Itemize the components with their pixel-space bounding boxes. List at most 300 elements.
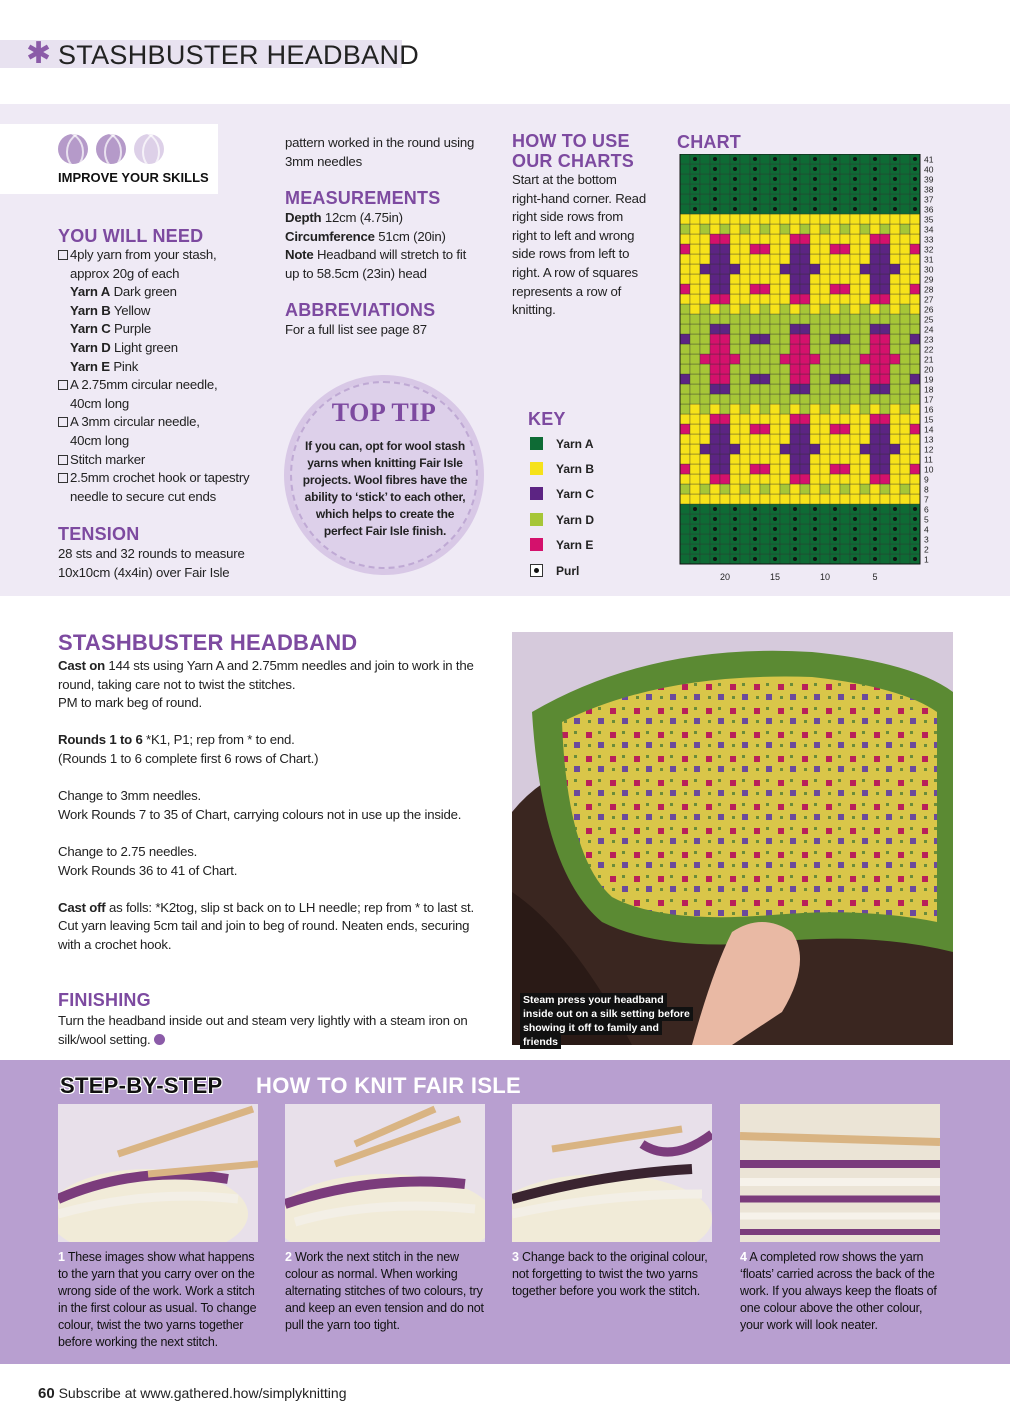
chart-cell: [890, 264, 900, 274]
chart-cell: [730, 414, 740, 424]
chart-cell: [890, 294, 900, 304]
chart-cell: [750, 494, 760, 504]
chart-cell: [860, 254, 870, 264]
chart-cell: [890, 284, 900, 294]
chart-cell: [740, 504, 750, 514]
chart-cell: [860, 334, 870, 344]
you-will-need-heading: YOU WILL NEED: [58, 226, 204, 246]
chart-cell: [840, 324, 850, 334]
chart-cell: [840, 314, 850, 324]
purl-dot: [713, 517, 717, 521]
chart-cell: [870, 304, 880, 314]
chart-cell: [810, 304, 820, 314]
chart-cell: [680, 414, 690, 424]
chart-cell: [900, 274, 910, 284]
chart-cell: [730, 394, 740, 404]
chart-cell: [830, 484, 840, 494]
chart-cell: [810, 354, 820, 364]
chart-cell: [850, 304, 860, 314]
chart-cell: [840, 544, 850, 554]
chart-cell: [740, 234, 750, 244]
chart-cell: [880, 244, 890, 254]
chart-cell: [780, 304, 790, 314]
chart-cell: [740, 464, 750, 474]
chart-cell: [910, 444, 920, 454]
chart-cell: [680, 294, 690, 304]
chart-cell: [700, 464, 710, 474]
chart-cell: [680, 464, 690, 474]
chart-cell: [740, 494, 750, 504]
purl-dot: [793, 187, 797, 191]
chart-cell: [720, 294, 730, 304]
chart-cell: [740, 484, 750, 494]
chart-cell: [810, 314, 820, 324]
page-footer: [38, 1385, 347, 1402]
chart-cell: [710, 404, 720, 414]
chart-cell: [720, 344, 730, 354]
chart-row-label: 23: [924, 334, 934, 345]
key-item-yarn-e: Yarn E: [530, 538, 593, 554]
chart-cell: [780, 174, 790, 184]
chart-cell: [880, 454, 890, 464]
purl-dot: [713, 177, 717, 181]
chart-cell: [860, 234, 870, 244]
chart-row-label: 31: [924, 254, 934, 265]
key-item-yarn-d: Yarn D: [530, 513, 594, 529]
chart-cell: [830, 324, 840, 334]
chart-cell: [710, 234, 720, 244]
chart-cell: [740, 184, 750, 194]
chart-cell: [680, 444, 690, 454]
chart-cell: [710, 214, 720, 224]
chart-cell: [820, 174, 830, 184]
chart-cell: [810, 384, 820, 394]
chart-cell: [820, 154, 830, 164]
chart-cell: [800, 554, 810, 564]
purl-dot: [773, 537, 777, 541]
chart-cell: [860, 464, 870, 474]
tension-heading: TENSION: [58, 524, 140, 544]
chart-cell: [840, 514, 850, 524]
chart-row-label: 29: [924, 274, 934, 285]
chart-cell: [750, 354, 760, 364]
chart-cell: [820, 224, 830, 234]
chart-cell: [730, 254, 740, 264]
chart-cell: [710, 394, 720, 404]
chart-cell: [900, 154, 910, 164]
chart-cell: [770, 484, 780, 494]
chart-cell: [770, 274, 780, 284]
chart-cell: [760, 314, 770, 324]
chart-cell: [900, 264, 910, 274]
chart-row-label: 26: [924, 304, 934, 315]
purl-dot: [773, 167, 777, 171]
chart-cell: [840, 414, 850, 424]
chart-cell: [780, 554, 790, 564]
chart-cell: [740, 454, 750, 464]
purl-dot: [693, 187, 697, 191]
chart-row-label: 32: [924, 244, 934, 255]
chart-cell: [800, 434, 810, 444]
chart-cell: [770, 454, 780, 464]
skills-label: IMPROVE YOUR SKILLS: [58, 170, 209, 185]
chart-cell: [680, 524, 690, 534]
chart-cell: [790, 304, 800, 314]
chart-cell: [800, 334, 810, 344]
purl-dot: [853, 197, 857, 201]
chart-stitch-label: 5: [872, 572, 878, 582]
chart-cell: [870, 244, 880, 254]
purl-dot: [713, 507, 717, 511]
photo-caption: Steam press your headband inside out on a silk setting before showing it off to family and friends: [520, 993, 696, 1049]
chart-cell: [850, 414, 860, 424]
chart-cell: [880, 464, 890, 474]
chart-cell: [890, 424, 900, 434]
chart-cell: [700, 514, 710, 524]
purl-dot: [853, 167, 857, 171]
checkbox-icon: [58, 455, 68, 465]
chart-cell: [760, 184, 770, 194]
chart-cell: [840, 424, 850, 434]
chart-cell: [780, 404, 790, 414]
chart-cell: [790, 484, 800, 494]
purl-dot: [753, 517, 757, 521]
chart-row-label: 19: [924, 374, 934, 385]
chart-cell: [770, 304, 780, 314]
swatch-pink: [530, 538, 543, 551]
chart-cell: [850, 294, 860, 304]
chart-cell: [900, 354, 910, 364]
chart-cell: [720, 434, 730, 444]
purl-dot: [753, 197, 757, 201]
chart-row-label: 39: [924, 174, 934, 185]
chart-cell: [830, 434, 840, 444]
chart-cell: [880, 234, 890, 244]
chart-cell: [830, 364, 840, 374]
chart-cell: [820, 514, 830, 524]
chart-cell: [770, 254, 780, 264]
chart-cell: [760, 214, 770, 224]
chart-cell: [820, 504, 830, 514]
purl-dot: [733, 187, 737, 191]
purl-dot: [813, 537, 817, 541]
chart-cell: [680, 554, 690, 564]
chart-cell: [740, 314, 750, 324]
chart-cell: [800, 454, 810, 464]
chart-cell: [830, 314, 840, 324]
chart-cell: [860, 304, 870, 314]
chart-cell: [880, 424, 890, 434]
chart-cell: [770, 384, 780, 394]
chart-cell: [900, 534, 910, 544]
step-by-step-label: STEP-BY-STEP: [60, 1073, 223, 1098]
chart-cell: [810, 494, 820, 504]
chart-cell: [810, 284, 820, 294]
purl-dot: [873, 157, 877, 161]
chart-cell: [740, 514, 750, 524]
chart-cell: [850, 404, 860, 414]
chart-cell: [870, 294, 880, 304]
chart-cell: [900, 314, 910, 324]
chart-cell: [840, 374, 850, 384]
chart-cell: [730, 224, 740, 234]
purl-dot: [773, 517, 777, 521]
chart-cell: [730, 324, 740, 334]
chart-cell: [790, 424, 800, 434]
chart-cell: [900, 184, 910, 194]
chart-cell: [780, 484, 790, 494]
chart-cell: [820, 254, 830, 264]
chart-cell: [750, 384, 760, 394]
headband-photo: [512, 632, 953, 1045]
chart-cell: [840, 474, 850, 484]
chart-cell: [790, 244, 800, 254]
chart-cell: [680, 424, 690, 434]
chart-cell: [690, 444, 700, 454]
chart-cell: [840, 384, 850, 394]
chart-cell: [790, 374, 800, 384]
purl-dot: [713, 167, 717, 171]
chart-cell: [800, 364, 810, 374]
chart-stitch-label: 20: [719, 572, 731, 582]
chart-cell: [700, 244, 710, 254]
chart-cell: [900, 344, 910, 354]
chart-cell: [710, 294, 720, 304]
chart-cell: [890, 414, 900, 424]
step-3-image: [512, 1104, 712, 1242]
chart-cell: [900, 444, 910, 454]
chart-cell: [850, 324, 860, 334]
how-to-use-text: Start at the bottom right-hand corner. Read right side rows from right to left and wrong side rows from left to right. A row of squares represents a row of knitting.: [512, 172, 646, 318]
purl-dot: [813, 207, 817, 211]
chart-cell: [820, 404, 830, 414]
chart-cell: [830, 274, 840, 284]
chart-cell: [860, 484, 870, 494]
chart-cell: [760, 324, 770, 334]
chart-cell: [800, 324, 810, 334]
purl-dot: [833, 207, 837, 211]
chart-cell: [830, 294, 840, 304]
chart-cell: [860, 224, 870, 234]
yarn-ball-icon: [58, 134, 88, 164]
chart-cell: [900, 194, 910, 204]
chart-cell: [750, 404, 760, 414]
chart-cell: [710, 434, 720, 444]
purl-dot: [773, 177, 777, 181]
chart-cell: [740, 544, 750, 554]
chart-cell: [720, 254, 730, 264]
chart-cell: [730, 314, 740, 324]
chart-cell: [780, 364, 790, 374]
chart-cell: [880, 374, 890, 384]
chart-cell: [700, 214, 710, 224]
chart-cell: [780, 204, 790, 214]
chart-cell: [860, 184, 870, 194]
chart-cell: [740, 524, 750, 534]
chart-cell: [710, 384, 720, 394]
purl-dot: [773, 507, 777, 511]
chart-cell: [760, 514, 770, 524]
chart-cell: [790, 404, 800, 414]
chart-cell: [720, 424, 730, 434]
chart-cell: [810, 424, 820, 434]
chart-cell: [730, 284, 740, 294]
chart-cell: [880, 214, 890, 224]
chart-cell: [770, 244, 780, 254]
chart-cell: [740, 474, 750, 484]
chart-cell: [750, 414, 760, 424]
chart-cell: [750, 444, 760, 454]
chart-cell: [760, 274, 770, 284]
finishing-heading: FINISHING: [58, 990, 151, 1010]
chart-cell: [900, 474, 910, 484]
chart-cell: [730, 214, 740, 224]
chart-cell: [700, 304, 710, 314]
chart-cell: [820, 494, 830, 504]
chart-cell: [780, 184, 790, 194]
chart-cell: [800, 344, 810, 354]
purl-dot: [873, 537, 877, 541]
chart-cell: [780, 254, 790, 264]
chart-cell: [780, 274, 790, 284]
chart-cell: [760, 494, 770, 504]
purl-dot: [893, 197, 897, 201]
chart-cell: [740, 294, 750, 304]
chart-cell: [680, 494, 690, 504]
chart-cell: [720, 224, 730, 234]
chart-cell: [720, 504, 730, 514]
chart-cell: [770, 474, 780, 484]
chart-cell: [680, 244, 690, 254]
chart-cell: [880, 494, 890, 504]
chart-cell: [770, 374, 780, 384]
chart-cell: [680, 224, 690, 234]
chart-row-label: 10: [924, 464, 934, 475]
chart-cell: [820, 264, 830, 274]
chart-cell: [780, 344, 790, 354]
chart-cell: [910, 304, 920, 314]
chart-cell: [840, 334, 850, 344]
purl-dot: [693, 537, 697, 541]
chart-cell: [910, 424, 920, 434]
chart-cell: [740, 194, 750, 204]
chart-cell: [770, 414, 780, 424]
chart-cell: [900, 404, 910, 414]
chart-cell: [730, 494, 740, 504]
chart-cell: [880, 394, 890, 404]
purl-dot: [833, 187, 837, 191]
purl-dot: [853, 207, 857, 211]
chart-cell: [780, 414, 790, 424]
tension-continued: pattern worked in the round using 3mm needles: [285, 135, 475, 169]
chart-cell: [840, 494, 850, 504]
purl-dot: [753, 537, 757, 541]
purl-dot: [753, 507, 757, 511]
purl-dot: [733, 197, 737, 201]
chart-cell: [790, 364, 800, 374]
chart-cell: [850, 374, 860, 384]
purl-dot: [893, 517, 897, 521]
chart-cell: [800, 474, 810, 484]
chart-cell: [710, 344, 720, 354]
chart-cell: [800, 274, 810, 284]
chart-cell: [820, 434, 830, 444]
chart-row-label: 24: [924, 324, 934, 335]
purl-dot: [753, 187, 757, 191]
chart-cell: [690, 344, 700, 354]
chart-cell: [810, 224, 820, 234]
purl-dot: [773, 197, 777, 201]
purl-dot: [913, 187, 917, 191]
purl-dot: [893, 547, 897, 551]
chart-cell: [880, 294, 890, 304]
list-item: A 2.75mm circular needle,: [58, 376, 278, 395]
chart-cell: [820, 284, 830, 294]
purl-dot: [893, 157, 897, 161]
chart-cell: [860, 294, 870, 304]
chart-cell: [810, 374, 820, 384]
chart-cell: [780, 514, 790, 524]
chart-cell: [730, 424, 740, 434]
chart-cell: [700, 324, 710, 334]
chart-row-label: 2: [924, 544, 929, 555]
purl-dot: [813, 517, 817, 521]
chart-cell: [700, 154, 710, 164]
chart-cell: [680, 314, 690, 324]
chart-cell: [720, 184, 730, 194]
chart-cell: [830, 494, 840, 504]
chart-cell: [910, 314, 920, 324]
chart-cell: [690, 434, 700, 444]
chart-cell: [720, 554, 730, 564]
purl-dot: [833, 167, 837, 171]
yarn-e-line: Yarn E Pink: [70, 358, 139, 374]
chart-cell: [710, 334, 720, 344]
chart-cell: [680, 474, 690, 484]
chart-cell: [870, 414, 880, 424]
chart-cell: [850, 344, 860, 354]
swatch-light-green: [530, 513, 543, 526]
chart-cell: [820, 204, 830, 214]
chart-cell: [790, 464, 800, 474]
chart-cell: [800, 284, 810, 294]
chart-cell: [690, 474, 700, 484]
purl-dot: [913, 527, 917, 531]
chart-cell: [760, 254, 770, 264]
chart-cell: [770, 334, 780, 344]
chart-cell: [830, 444, 840, 454]
chart-cell: [700, 294, 710, 304]
chart-cell: [760, 164, 770, 174]
chart-cell: [890, 314, 900, 324]
subscribe-link[interactable]: Subscribe at www.gathered.how/simplyknitting: [58, 1385, 347, 1401]
chart-cell: [900, 434, 910, 444]
chart-cell: [910, 334, 920, 344]
chart-cell: [720, 474, 730, 484]
chart-cell: [700, 284, 710, 294]
chart-cell: [890, 384, 900, 394]
chart-cell: [740, 414, 750, 424]
chart-cell: [820, 234, 830, 244]
purl-dot: [693, 527, 697, 531]
chart-cell: [890, 464, 900, 474]
chart-cell: [740, 444, 750, 454]
chart-cell: [770, 264, 780, 274]
chart-cell: [840, 214, 850, 224]
chart-cell: [700, 444, 710, 454]
chart-cell: [820, 534, 830, 544]
chart-cell: [820, 344, 830, 354]
